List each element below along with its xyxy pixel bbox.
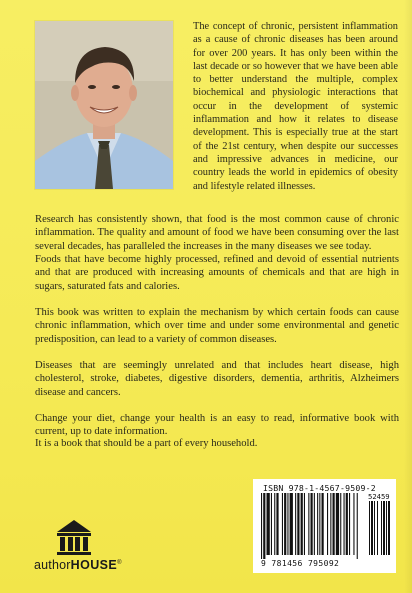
- paragraph-diseases: Diseases that are seemingly unrelated and that includes heart disease, high cholesterol, stroke, diabetes, digestive disorders, dementia, arthritis, Alzheimers disease and cancers.: [35, 360, 399, 398]
- barcode-digits: 9 781456 795092: [261, 559, 340, 568]
- paragraph-foods: Foods that have become highly processed, refined and devoid of essential nutrients and that are produced with increasing amounts of chemicals and that are high in sugars, saturated fats and calories.: [35, 254, 399, 292]
- paragraph-summary: Change your diet, change your health is an easy to read, informative book with current, up to date information.: [35, 413, 399, 438]
- barcode-bars: [259, 493, 391, 559]
- author-portrait-image: [35, 21, 173, 189]
- isbn-label: ISBN 978-1-4567-9509-2: [263, 483, 376, 493]
- paragraph-research: Research has consistently shown, that food is the most common cause of chronic inflammation. The quality and amount of food we have been consuming over the last several decades, has paralleled the increases in the many diseases we see today.: [35, 214, 399, 252]
- building-icon: [54, 518, 94, 556]
- isbn-barcode: [253, 479, 396, 573]
- publisher-name: [34, 558, 122, 572]
- publisher-name-part1: author: [34, 558, 71, 572]
- page-edge: [404, 0, 412, 593]
- author-photo: [35, 21, 173, 189]
- price-code: 52459: [368, 492, 390, 501]
- publisher-logo: [34, 518, 154, 578]
- paragraph-purpose: This book was written to explain the mechanism by which certain foods can cause chronic inflammation, which over time and under some environmental and genetic predisposition, can lead to a variety of common diseases.: [35, 307, 399, 345]
- author-bio-text: The concept of chronic, persistent inflammation as a cause of chronic diseases has been around for over 200 years. It has only been within the last decade or so however that we have been able to better understand the multiple, complex biochemical and physiologic interactions that occur in the development of systemic inflammation and how it relates to disease development. This is especially true at the start of the 21st century, when despite our successes and impressive advances in medicine, our country leads the world in epidemics of obesity and lifestyle related illnesses.: [193, 21, 398, 192]
- registered-mark: ®: [117, 559, 122, 566]
- publisher-name-part2: HOUSE: [70, 558, 118, 572]
- paragraph-closing: It is a book that should be a part of every household.: [35, 438, 258, 449]
